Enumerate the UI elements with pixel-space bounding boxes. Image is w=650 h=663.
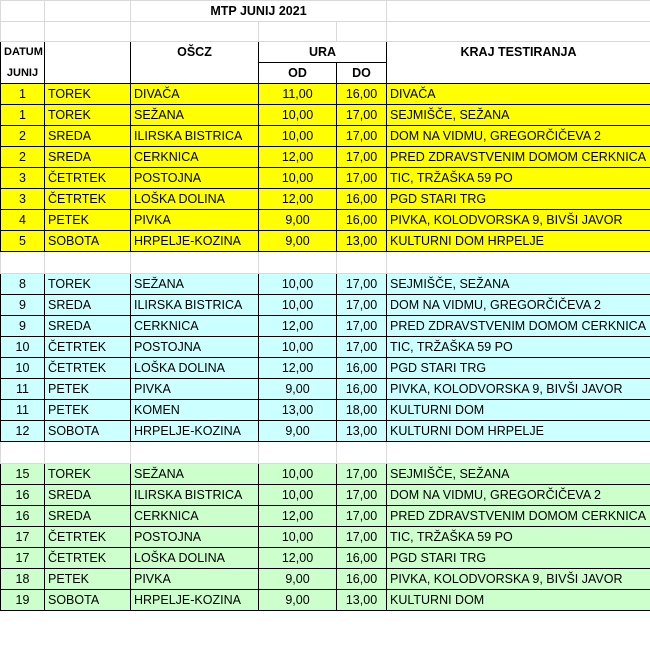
cell-day[interactable]: 11	[1, 400, 45, 421]
table-row	[1, 400, 650, 421]
cell-weekday[interactable]: ČETRTEK	[45, 527, 131, 548]
cell-oscz[interactable]: SEŽANA	[131, 105, 259, 126]
cell-weekday[interactable]: SOBOTA	[45, 231, 131, 252]
page-title[interactable]: MTP JUNIJ 2021	[131, 1, 387, 22]
cell-weekday[interactable]: TOREK	[45, 464, 131, 485]
cell-time-from[interactable]: 10,00	[259, 337, 337, 358]
cell-time-to[interactable]: 16,00	[337, 379, 387, 400]
cell-oscz[interactable]: HRPELJE-KOZINA	[131, 421, 259, 442]
cell-weekday[interactable]: ČETRTEK	[45, 548, 131, 569]
sheet-body	[1, 1, 650, 611]
cell-oscz[interactable]: PIVKA	[131, 379, 259, 400]
cell-oscz[interactable]: HRPELJE-KOZINA	[131, 231, 259, 252]
cell-day[interactable]: 1	[1, 84, 45, 105]
cell-day[interactable]: 15	[1, 464, 45, 485]
cell-time-from[interactable]: 9,00	[259, 210, 337, 231]
cell-location[interactable]: PGD STARI TRG	[387, 358, 650, 379]
cell-oscz[interactable]: POSTOJNA	[131, 337, 259, 358]
cell-time-to[interactable]: 13,00	[337, 231, 387, 252]
cell-oscz[interactable]: LOŠKA DOLINA	[131, 548, 259, 569]
table-row	[1, 274, 650, 295]
cell-location[interactable]: TIC, TRŽAŠKA 59 PO	[387, 168, 650, 189]
cell-time-to[interactable]: 17,00	[337, 506, 387, 527]
cell-time-to[interactable]: 17,00	[337, 464, 387, 485]
cell-day[interactable]: 3	[1, 168, 45, 189]
cell-time-to[interactable]: 17,00	[337, 295, 387, 316]
table-row	[1, 189, 650, 210]
cell-weekday[interactable]: SOBOTA	[45, 421, 131, 442]
cell-time-to[interactable]: 16,00	[337, 84, 387, 105]
cell-weekday[interactable]: ČETRTEK	[45, 189, 131, 210]
cell-location[interactable]: SEJMIŠČE, SEŽANA	[387, 464, 650, 485]
cell-time-to[interactable]: 16,00	[337, 548, 387, 569]
cell-location[interactable]: KULTURNI DOM HRPELJE	[387, 231, 650, 252]
header-oscz[interactable]: OŠCZ	[131, 42, 259, 63]
cell-oscz[interactable]: CERKNICA	[131, 506, 259, 527]
cell-time-from[interactable]: 10,00	[259, 464, 337, 485]
cell-weekday[interactable]: SREDA	[45, 126, 131, 147]
cell-time-from[interactable]: 11,00	[259, 84, 337, 105]
cell-time-to[interactable]: 13,00	[337, 421, 387, 442]
cell-time-to[interactable]: 18,00	[337, 400, 387, 421]
table-row	[1, 548, 650, 569]
cell-day[interactable]: 8	[1, 274, 45, 295]
cell-location[interactable]: KULTURNI DOM	[387, 400, 650, 421]
cell-day[interactable]: 12	[1, 421, 45, 442]
cell-time-from[interactable]: 12,00	[259, 506, 337, 527]
cell-day[interactable]: 5	[1, 231, 45, 252]
table-row	[1, 147, 650, 168]
table-row	[1, 421, 650, 442]
cell-weekday[interactable]: PETEK	[45, 210, 131, 231]
table-row	[1, 358, 650, 379]
header-row-2	[1, 63, 650, 84]
cell-oscz[interactable]: DIVAČA	[131, 84, 259, 105]
cell-oscz[interactable]: POSTOJNA	[131, 527, 259, 548]
cell-location[interactable]: PIVKA, KOLODVORSKA 9, BIVŠI JAVOR	[387, 379, 650, 400]
cell-oscz[interactable]: SEŽANA	[131, 464, 259, 485]
cell-location[interactable]: PGD STARI TRG	[387, 189, 650, 210]
cell-oscz[interactable]: ILIRSKA BISTRICA	[131, 295, 259, 316]
cell-weekday[interactable]: PETEK	[45, 569, 131, 590]
table-row	[1, 168, 650, 189]
cell-location[interactable]: KULTURNI DOM	[387, 590, 650, 611]
header-datum[interactable]: DATUM	[1, 42, 45, 63]
cell-oscz[interactable]: KOMEN	[131, 400, 259, 421]
table-row	[1, 316, 650, 337]
cell-time-from[interactable]: 10,00	[259, 105, 337, 126]
table-row	[1, 337, 650, 358]
cell-day[interactable]: 1	[1, 105, 45, 126]
cell-location[interactable]: PGD STARI TRG	[387, 548, 650, 569]
title-row	[1, 1, 650, 22]
cell-weekday[interactable]: SREDA	[45, 506, 131, 527]
cell-weekday[interactable]: TOREK	[45, 105, 131, 126]
cell-day[interactable]: 17	[1, 527, 45, 548]
cell-location[interactable]: PRED ZDRAVSTVENIM DOMOM CERKNICA	[387, 147, 650, 168]
group-gap-row	[1, 442, 650, 464]
cell-time-from[interactable]: 10,00	[259, 126, 337, 147]
cell-location[interactable]: TIC, TRŽAŠKA 59 PO	[387, 527, 650, 548]
cell-time-to[interactable]: 17,00	[337, 274, 387, 295]
cell-oscz[interactable]: CERKNICA	[131, 316, 259, 337]
table-row	[1, 379, 650, 400]
header-ura[interactable]: URA	[259, 42, 387, 63]
cell-time-from[interactable]: 12,00	[259, 189, 337, 210]
cell-time-from[interactable]: 9,00	[259, 421, 337, 442]
header-do[interactable]: DO	[337, 63, 387, 84]
cell-time-to[interactable]: 16,00	[337, 189, 387, 210]
cell-day[interactable]: 17	[1, 548, 45, 569]
cell-oscz[interactable]: POSTOJNA	[131, 168, 259, 189]
cell-time-from[interactable]: 9,00	[259, 590, 337, 611]
blank-row	[1, 22, 650, 42]
cell-weekday[interactable]: ČETRTEK	[45, 168, 131, 189]
cell-weekday[interactable]: SREDA	[45, 147, 131, 168]
cell-time-to[interactable]: 17,00	[337, 168, 387, 189]
table-row	[1, 105, 650, 126]
cell-day[interactable]: 9	[1, 316, 45, 337]
table-row	[1, 295, 650, 316]
table-row	[1, 485, 650, 506]
table-row	[1, 527, 650, 548]
cell-time-from[interactable]: 9,00	[259, 231, 337, 252]
table-row	[1, 506, 650, 527]
cell-time-to[interactable]: 16,00	[337, 358, 387, 379]
cell-day[interactable]: 9	[1, 295, 45, 316]
table-row	[1, 590, 650, 611]
header-junij[interactable]: JUNIJ	[1, 63, 45, 84]
cell-oscz[interactable]: SEŽANA	[131, 274, 259, 295]
cell-time-to[interactable]: 17,00	[337, 337, 387, 358]
cell-day[interactable]: 18	[1, 569, 45, 590]
cell-time-from[interactable]: 13,00	[259, 400, 337, 421]
cell-time-from[interactable]: 12,00	[259, 358, 337, 379]
cell-oscz[interactable]: LOŠKA DOLINA	[131, 189, 259, 210]
cell-oscz[interactable]: LOŠKA DOLINA	[131, 358, 259, 379]
cell-time-from[interactable]: 10,00	[259, 527, 337, 548]
cell-day[interactable]: 10	[1, 358, 45, 379]
table-row	[1, 569, 650, 590]
cell-time-to[interactable]: 17,00	[337, 316, 387, 337]
cell-location[interactable]: TIC, TRŽAŠKA 59 PO	[387, 337, 650, 358]
cell-weekday[interactable]: ČETRTEK	[45, 358, 131, 379]
cell-weekday[interactable]: SREDA	[45, 485, 131, 506]
cell-time-from[interactable]: 10,00	[259, 485, 337, 506]
cell-location[interactable]: PRED ZDRAVSTVENIM DOMOM CERKNICA	[387, 316, 650, 337]
cell-day[interactable]: 16	[1, 506, 45, 527]
cell-time-to[interactable]: 17,00	[337, 126, 387, 147]
cell-location[interactable]: PIVKA, KOLODVORSKA 9, BIVŠI JAVOR	[387, 210, 650, 231]
cell-weekday[interactable]: PETEK	[45, 379, 131, 400]
table-row	[1, 84, 650, 105]
cell-time-to[interactable]: 16,00	[337, 569, 387, 590]
cell-day[interactable]: 19	[1, 590, 45, 611]
cell-day[interactable]: 16	[1, 485, 45, 506]
table-row	[1, 210, 650, 231]
cell-day[interactable]: 10	[1, 337, 45, 358]
group-gap-row	[1, 252, 650, 274]
cell-time-from[interactable]: 10,00	[259, 274, 337, 295]
cell-day[interactable]: 3	[1, 189, 45, 210]
cell-day[interactable]: 2	[1, 126, 45, 147]
cell-oscz[interactable]: CERKNICA	[131, 147, 259, 168]
cell-location[interactable]: PIVKA, KOLODVORSKA 9, BIVŠI JAVOR	[387, 569, 650, 590]
cell-time-to[interactable]: 17,00	[337, 105, 387, 126]
table-row	[1, 126, 650, 147]
cell-time-from[interactable]: 10,00	[259, 168, 337, 189]
cell-time-to[interactable]: 13,00	[337, 590, 387, 611]
cell-time-from[interactable]: 12,00	[259, 316, 337, 337]
cell-weekday[interactable]: TOREK	[45, 84, 131, 105]
cell-weekday[interactable]: PETEK	[45, 400, 131, 421]
cell-weekday[interactable]: SOBOTA	[45, 590, 131, 611]
cell-oscz[interactable]: ILIRSKA BISTRICA	[131, 126, 259, 147]
cell-weekday[interactable]: SREDA	[45, 316, 131, 337]
cell-time-from[interactable]: 12,00	[259, 548, 337, 569]
cell-time-to[interactable]: 17,00	[337, 147, 387, 168]
cell-time-from[interactable]: 9,00	[259, 569, 337, 590]
cell-weekday[interactable]: SREDA	[45, 295, 131, 316]
cell-time-to[interactable]: 17,00	[337, 527, 387, 548]
cell-location[interactable]: DOM NA VIDMU, GREGORČIČEVA 2	[387, 485, 650, 506]
cell-day[interactable]: 4	[1, 210, 45, 231]
cell-location[interactable]: KULTURNI DOM HRPELJE	[387, 421, 650, 442]
header-row-1	[1, 42, 650, 63]
table-row	[1, 464, 650, 485]
header-kraj[interactable]: KRAJ TESTIRANJA	[387, 42, 650, 63]
cell-time-from[interactable]: 9,00	[259, 379, 337, 400]
cell-location[interactable]: SEJMIŠČE, SEŽANA	[387, 105, 650, 126]
cell-location[interactable]: DOM NA VIDMU, GREGORČIČEVA 2	[387, 126, 650, 147]
cell-oscz[interactable]: ILIRSKA BISTRICA	[131, 485, 259, 506]
cell-oscz[interactable]: PIVKA	[131, 569, 259, 590]
cell-day[interactable]: 2	[1, 147, 45, 168]
cell-weekday[interactable]: TOREK	[45, 274, 131, 295]
cell-time-from[interactable]: 12,00	[259, 147, 337, 168]
cell-weekday[interactable]: ČETRTEK	[45, 337, 131, 358]
cell-day[interactable]: 11	[1, 379, 45, 400]
cell-oscz[interactable]: HRPELJE-KOZINA	[131, 590, 259, 611]
cell-location[interactable]: DOM NA VIDMU, GREGORČIČEVA 2	[387, 295, 650, 316]
cell-location[interactable]: DIVAČA	[387, 84, 650, 105]
cell-location[interactable]: SEJMIŠČE, SEŽANA	[387, 274, 650, 295]
table-row	[1, 231, 650, 252]
cell-time-to[interactable]: 16,00	[337, 210, 387, 231]
cell-location[interactable]: PRED ZDRAVSTVENIM DOMOM CERKNICA	[387, 506, 650, 527]
cell-time-from[interactable]: 10,00	[259, 295, 337, 316]
header-od[interactable]: OD	[259, 63, 337, 84]
cell-oscz[interactable]: PIVKA	[131, 210, 259, 231]
cell-time-to[interactable]: 17,00	[337, 485, 387, 506]
